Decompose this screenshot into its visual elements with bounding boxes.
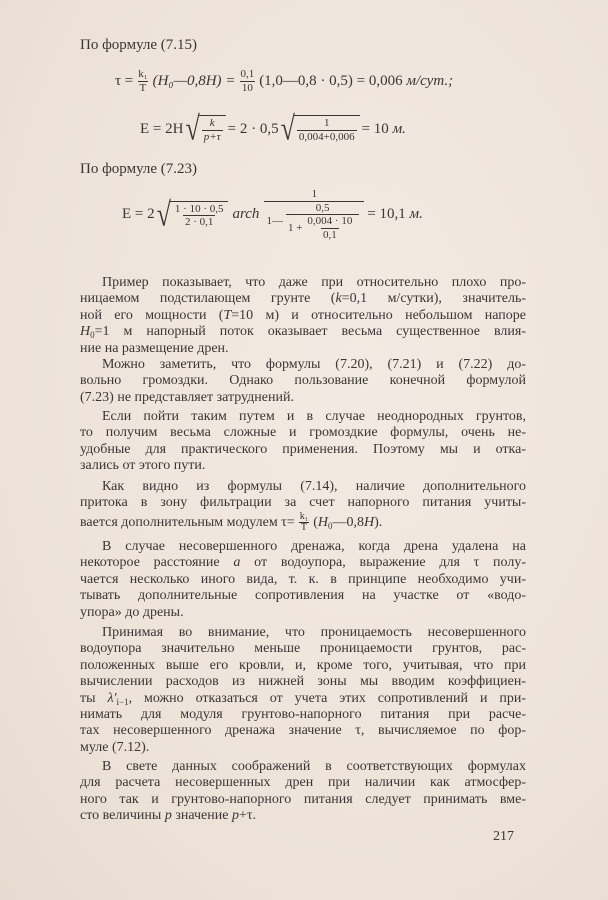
text-run: ( bbox=[313, 515, 318, 530]
math-variable: T bbox=[223, 307, 232, 323]
sqrt-sign bbox=[280, 109, 360, 148]
denominator: 0,1 bbox=[322, 228, 337, 241]
text-run: для расчета несовершенных дрен при наличии как атмосфер- bbox=[80, 775, 526, 791]
fraction bbox=[286, 202, 359, 242]
text-run: некоторое расстояние bbox=[80, 555, 234, 571]
heading-formula-7-15: По формуле (7.15) bbox=[80, 37, 198, 53]
text-run: +τ. bbox=[238, 808, 256, 824]
text-run: Если пойти таким путем и в случае неоднородных грунтов, bbox=[102, 409, 526, 424]
text-line bbox=[80, 512, 526, 534]
paragraph bbox=[80, 479, 526, 534]
formula-lhs: τ = bbox=[115, 72, 134, 89]
text-line bbox=[80, 658, 526, 674]
text-run: удобные для практического применения. Поэтому мы и отка- bbox=[80, 441, 526, 457]
text-run: Пример показывает, что даже при относительно плохо про- bbox=[102, 275, 526, 290]
text-line bbox=[80, 691, 526, 707]
formula-term: (1,0—0,8 · 0,5) = 0,006 bbox=[259, 72, 403, 89]
formula-term: = 10 bbox=[361, 120, 389, 137]
text-run: вается дополнительным модулем τ= bbox=[80, 515, 295, 530]
text-line bbox=[80, 479, 526, 495]
text-run: водоупора значительно меньше проницаемости грунтов, рас- bbox=[80, 641, 526, 657]
text-line bbox=[80, 390, 526, 406]
formula-term: = 2 · 0,5 bbox=[227, 120, 279, 137]
text-line bbox=[80, 275, 526, 291]
text-run: притока в зону фильтрации за счет напорного питания учиты- bbox=[80, 495, 526, 511]
text-line bbox=[80, 409, 526, 425]
text-run: вольно громоздки. Однако пользование конечной формулой bbox=[80, 373, 526, 389]
math-variable: H bbox=[364, 515, 375, 530]
denominator bbox=[286, 214, 359, 241]
formula-tau bbox=[115, 68, 453, 94]
text-run: зались от этого пути. bbox=[80, 458, 206, 474]
denominator: 0,004+0,006 bbox=[298, 130, 355, 143]
text-line bbox=[80, 555, 526, 571]
text-line bbox=[80, 605, 526, 621]
formula-unit: м. bbox=[409, 206, 423, 223]
text-run: Принимая во внимание, что проницаемость несовершенного bbox=[102, 625, 526, 640]
text-line bbox=[80, 775, 526, 791]
text-run: ). bbox=[374, 515, 383, 530]
fraction bbox=[173, 203, 226, 229]
fraction bbox=[297, 117, 357, 143]
text-run: упора» до дрены. bbox=[80, 604, 184, 620]
numerator: 0,004 · 10 bbox=[307, 215, 353, 228]
text-run: ты bbox=[80, 690, 108, 706]
text-line bbox=[80, 572, 526, 588]
formula-term: 1 + bbox=[287, 222, 303, 235]
text-line bbox=[80, 324, 526, 340]
denominator bbox=[264, 201, 364, 242]
text-line bbox=[80, 373, 526, 389]
math-variable: k bbox=[335, 291, 342, 307]
sqrt-sign bbox=[156, 195, 229, 233]
sqrt-sign bbox=[185, 109, 225, 148]
text-line bbox=[80, 341, 526, 357]
fraction bbox=[298, 512, 311, 534]
denominator: T bbox=[300, 522, 307, 534]
text-run: то получим весьма сложные и громоздкие формулы, очень не- bbox=[80, 425, 526, 441]
text-run: тывать дополнительные сопротивления на участке от «водо- bbox=[80, 588, 526, 604]
formula-lhs: E = 2H bbox=[140, 120, 184, 137]
paragraph bbox=[80, 759, 526, 825]
denominator: T bbox=[139, 81, 147, 94]
text-run: ние на размещение дрен. bbox=[80, 340, 229, 356]
formula-term: = 10,1 bbox=[367, 206, 406, 223]
numerator: 0,1 bbox=[240, 68, 255, 80]
numerator: 1 bbox=[311, 188, 318, 200]
text-line bbox=[80, 641, 526, 657]
numerator: k bbox=[209, 117, 215, 129]
text-line bbox=[80, 674, 526, 690]
text-line bbox=[80, 425, 526, 441]
paragraph bbox=[80, 275, 526, 357]
text-run: тах несовершенного дренажа значение τ, вычисляемое по фор- bbox=[80, 723, 526, 739]
nested-fraction bbox=[264, 188, 364, 242]
text-run: Можно заметить, что формулы (7.20), (7.21) и (7.22) до- bbox=[102, 357, 526, 372]
text-run: муле (7.12). bbox=[80, 739, 150, 755]
text-run: вычислении расходов из нижней зоны мы вводим коэффициен- bbox=[80, 674, 526, 690]
text-line bbox=[80, 308, 526, 324]
subscript: 0 bbox=[90, 330, 95, 341]
subscript: i−1 bbox=[116, 696, 129, 707]
text-line bbox=[80, 539, 526, 555]
text-run: Как видно из формулы (7.14), наличие дополнительного bbox=[102, 479, 526, 494]
radical-icon: √ bbox=[280, 109, 295, 148]
math-variable: p bbox=[164, 808, 172, 824]
text-run: , можно отказаться от учета этих сопротивлений и при- bbox=[128, 690, 526, 706]
text-run: —0,8 bbox=[332, 515, 364, 530]
formula-unit: м. bbox=[392, 120, 406, 137]
radical-icon: √ bbox=[156, 195, 171, 233]
numerator: k₁ bbox=[299, 510, 309, 522]
denominator: p+τ bbox=[203, 130, 221, 143]
text-line bbox=[80, 588, 526, 604]
text-run: сто величины bbox=[80, 808, 165, 824]
text-line bbox=[80, 759, 526, 775]
radical-icon: √ bbox=[185, 109, 200, 148]
text-line bbox=[80, 495, 526, 511]
paragraph bbox=[80, 409, 526, 475]
numerator: 0,5 bbox=[315, 201, 330, 214]
denominator: 2 · 0,1 bbox=[184, 216, 214, 229]
text-run: =0,1 м/сутки), значитель- bbox=[341, 291, 526, 307]
text-run: В случае несовершенного дренажа, когда дрена удалена на bbox=[102, 539, 526, 554]
formula-lhs: E = 2 bbox=[122, 206, 155, 223]
math-variable: H bbox=[80, 324, 91, 340]
text-line bbox=[80, 442, 526, 458]
formula-function: arch bbox=[232, 206, 260, 223]
text-run: (7.23) не представляет затруднений. bbox=[80, 389, 294, 405]
text-run: В свете данных соображений в соответствующих формулах bbox=[102, 759, 526, 774]
paragraph bbox=[80, 625, 526, 756]
formula-term: (H₀—0,8H) = bbox=[152, 72, 236, 89]
numerator: k₁ bbox=[138, 68, 148, 80]
math-variable: H bbox=[317, 515, 328, 530]
fraction bbox=[202, 117, 223, 143]
numerator: 1 · 10 · 0,5 bbox=[174, 202, 224, 215]
text-run: ной его мощности ( bbox=[80, 307, 224, 323]
numerator: 1 bbox=[323, 117, 330, 129]
text-run: нимать для модуля грунтово-напорного питания при расче- bbox=[80, 706, 526, 722]
text-line bbox=[80, 740, 526, 756]
formula-unit: м/сут.; bbox=[406, 72, 454, 89]
text-run: положенных выше его кровли, и, кроме того, учитывая, что при bbox=[80, 657, 526, 673]
text-line bbox=[80, 357, 526, 373]
text-line bbox=[80, 723, 526, 739]
text-line bbox=[80, 291, 526, 307]
text-run: =10 м) и относительно небольшом напоре bbox=[231, 307, 527, 323]
math-variable: p bbox=[231, 808, 239, 824]
text-line bbox=[80, 792, 526, 808]
text-run: ницаемом подстилающем грунте ( bbox=[80, 291, 336, 307]
paragraph bbox=[80, 357, 526, 406]
fraction bbox=[136, 68, 149, 94]
math-variable: a bbox=[233, 555, 241, 571]
subscript: 0 bbox=[328, 521, 333, 531]
fraction bbox=[305, 215, 354, 241]
text-run: ного так и грунтово-напорного питания следует принимать вме- bbox=[80, 791, 526, 807]
text-line bbox=[80, 625, 526, 641]
formula-E-1 bbox=[140, 109, 406, 148]
text-run: от водоупора, выражение для τ полу- bbox=[240, 555, 526, 571]
formula-term: 1— bbox=[266, 215, 283, 228]
formula-E-2 bbox=[122, 188, 423, 242]
denominator: 10 bbox=[241, 81, 253, 94]
text-line bbox=[80, 707, 526, 723]
text-line bbox=[80, 458, 526, 474]
page-number: 217 bbox=[493, 829, 514, 844]
text-line bbox=[80, 808, 526, 824]
heading-formula-7-23: По формуле (7.23) bbox=[80, 161, 198, 177]
math-variable: λ' bbox=[107, 690, 117, 706]
text-run: чается несколько иного вида, т. к. в принципе необходимо учи- bbox=[80, 571, 526, 587]
fraction bbox=[238, 68, 256, 94]
paragraph bbox=[80, 539, 526, 621]
text-run: значение bbox=[171, 808, 232, 824]
text-run: =1 м напорный поток оказывает весьма существенное влия- bbox=[94, 324, 526, 340]
